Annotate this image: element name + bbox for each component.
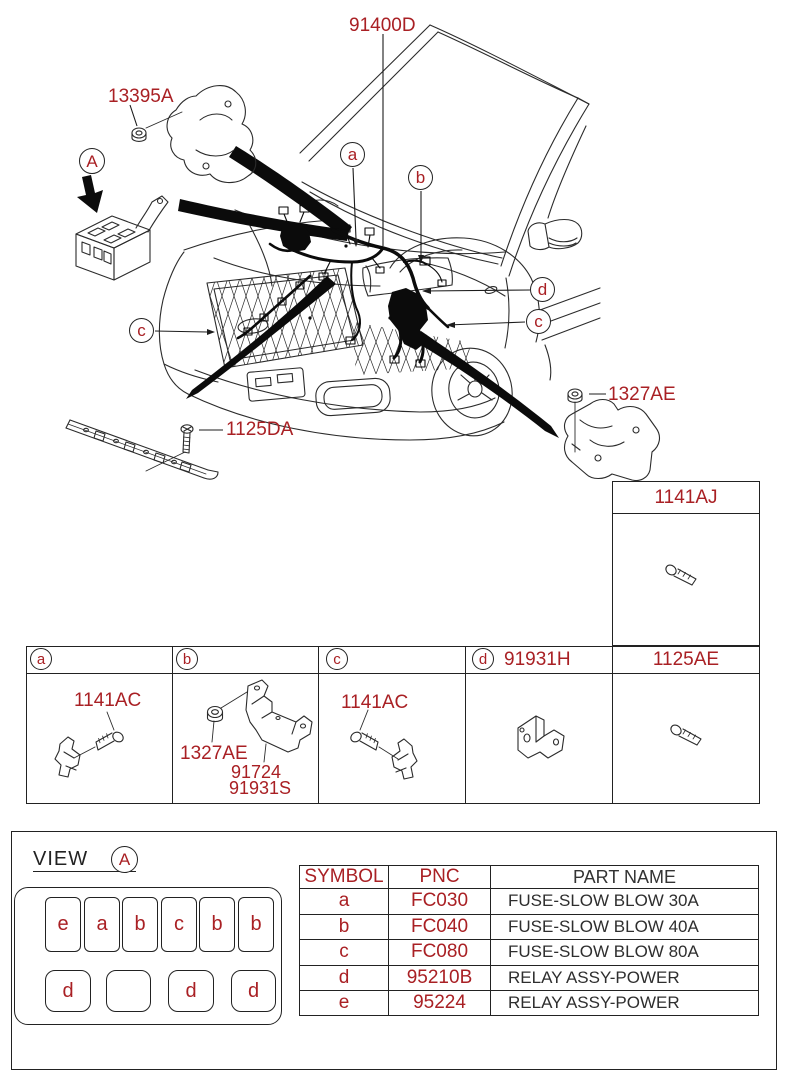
view-a-arrow [77,175,103,213]
table-marker-a: a [30,648,52,670]
marker-b: b [408,165,433,190]
fuse-slot-e: e [45,897,81,952]
bolt-1125da-icon [146,425,193,471]
col-d-body [466,674,613,803]
marker-c-right: c [526,309,551,334]
pnc-cell[interactable]: FC080 [389,940,491,966]
marker-a: a [340,142,365,167]
table-marker-b: b [176,648,198,670]
leader-lines [130,34,606,430]
part-1141ac-c[interactable]: 1141AC [341,692,409,713]
view-panel-marker-a: A [111,846,138,873]
symbol-table-header-part-name: PART NAME [491,866,758,889]
pnc-cell[interactable]: FC040 [389,915,491,941]
pnc-cell[interactable]: 95210B [389,966,491,992]
fuse-slot-b3: b [238,897,274,952]
marker-view-a: A [79,148,105,174]
part-91931h[interactable]: 91931H [504,649,571,670]
part-name-cell: FUSE-SLOW BLOW 80A [491,940,758,966]
ref-box-1141aj [612,481,760,646]
symbol-table-header-symbol: SYMBOL [300,866,389,889]
parts-reference-table [26,646,760,804]
marker-d: d [530,277,555,302]
part-91724[interactable]: 91724 [231,762,282,782]
part-91931s[interactable]: 91931S [229,778,292,798]
relay-slot-d1: d [45,970,91,1012]
rail-bracket-drawing [66,420,218,479]
bracket-1327ae-drawing [565,400,660,481]
part-name-cell: RELAY ASSY-POWER [508,993,680,1012]
table-marker-d: d [472,648,494,670]
car-outline [159,25,600,443]
fuse-slot-a: a [84,897,120,952]
pnc-cell[interactable]: 95224 [389,991,491,1015]
part-name-cell: FUSE-SLOW BLOW 40A [491,915,758,941]
symbol-table-header-pnc: PNC [389,866,491,889]
callout-91400d[interactable]: 91400D [349,15,416,36]
col-1125ae-body [613,674,759,803]
relay-slot-blank [106,970,151,1012]
relay-slot-d3: d [231,970,276,1012]
part-1327ae-b[interactable]: 1327AE [180,743,248,764]
callout-13395a[interactable]: 13395A [108,86,174,107]
part-1141ac-a[interactable]: 1141AC [74,690,142,711]
symbol-cell: c [300,940,389,966]
part-name-cell: FUSE-SLOW BLOW 30A [491,889,758,915]
view-title: VIEW [33,848,89,870]
symbol-table [299,865,759,1016]
callout-1125da[interactable]: 1125DA [226,419,294,440]
nut-13395a-icon [132,128,146,141]
pnc-cell[interactable]: FC030 [389,889,491,915]
fuse-slot-c: c [161,897,197,952]
ref-box-1141aj-label[interactable]: 1141AJ [613,482,759,514]
part-name-cell: RELAY ASSY-POWER [491,966,758,992]
relay-slot-d2: d [168,970,214,1012]
fuse-slot-b2: b [199,897,235,952]
table-marker-c: c [326,648,348,670]
symbol-cell: b [300,915,389,941]
symbol-cell: e [300,991,389,1015]
part-1125ae[interactable]: 1125AE [652,649,720,670]
symbol-cell: a [300,889,389,915]
fuse-slot-b1: b [122,897,158,952]
marker-c-left: c [129,318,154,343]
callout-1327ae[interactable]: 1327AE [608,384,676,405]
symbol-cell: d [300,966,389,992]
fusebox-drawing [76,196,168,280]
